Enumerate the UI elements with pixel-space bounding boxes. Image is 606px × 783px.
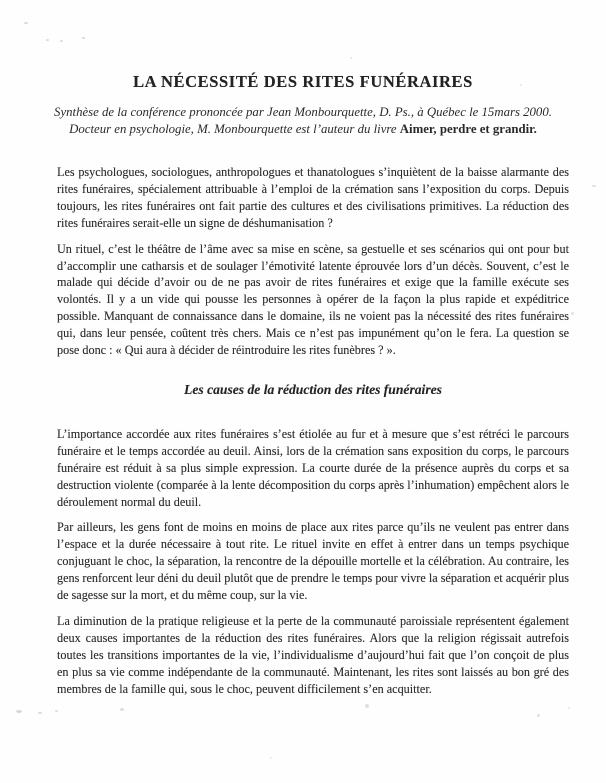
document-body bbox=[57, 164, 569, 706]
scan-speck bbox=[571, 312, 574, 315]
paragraph-intro-1: Les psychologues, sociologues, anthropologues et thanatologues s’inquiètent de la baisse alarmante des rites funéraires, spécialement attribuable à l’emploi de la crémation sans l’exposition du corps. Depuis toujours, les rites funéraires ont fait partie des cultures et des civilisations primitives. La réduction des rites funéraires serait-elle un signe de déshumanisation ? bbox=[57, 165, 569, 230]
scan-speck bbox=[592, 185, 596, 187]
book-title: Aimer, perdre et grandir. bbox=[399, 122, 537, 136]
scan-speck bbox=[520, 84, 522, 86]
section-heading-causes: Les causes de la réduction des rites funéraires bbox=[184, 381, 442, 397]
paragraph-causes-3: La diminution de la pratique religieuse et la perte de la communauté paroissiale représentent également deux causes importantes de la réduction des rites funéraires. Alors que la religion régissait autrefois toutes les transitions importantes de la vie, l’individualisme d’aujourd’hui fait que l’on conçoit de plus en plus sa vie comme indépendante de la communauté. Maintenant, les rites sont laissés au bon gré des membres de la famille qui, sous le choc, peuvent difficilement s’en acquitter. bbox=[57, 613, 569, 696]
scan-speck bbox=[270, 757, 272, 759]
byline-line-1: Synthèse de la conférence prononcée par Jean Monbourquette, D. Ps., à Québec le 15mars 2000. bbox=[54, 105, 552, 119]
scan-speck bbox=[46, 39, 49, 41]
scan-speck bbox=[24, 22, 28, 24]
scan-speck bbox=[16, 710, 22, 713]
scan-speck bbox=[38, 712, 42, 714]
paragraph-causes-1: L’importance accordée aux rites funéraires s’est étiolée au fur et à mesure que s’est rétréci le parcours funéraire et le temps accordée au deuil. Ainsi, lors de la crémation sans exposition du corps, le parcours funéraire est réduit à sa plus simple expression. La courte durée de la présence auprès du corps et sa destruction violente (comparée à la lente décomposition du corps après l’inhumation) empêchent alors le déroulement normal du deuil. bbox=[57, 426, 569, 509]
scan-speck bbox=[120, 708, 124, 711]
scan-speck bbox=[350, 57, 352, 59]
byline bbox=[28, 104, 578, 138]
paragraph-intro-2: Un rituel, c’est le théâtre de l’âme avec sa mise en scène, sa gestuelle et ses scénarios qui ont pour but d’accomplir une catharsis et de soulager l’émotivité latente éprouvée lors d’un décès. Souvent, c’est le malade qui décide d’avoir ou de ne pas avoir de rites funéraires et exige que la famille exécute ses volontés. Il y a un vide qui pousse les personnes à opérer de la façon la plus rapide et expéditrice possible. Manquant de connaissance dans le domaine, ils ne voient pas la nécessité des rites funéraires qui, dans leur pensée, coûtent très chers. Mais ce n’est pas impunément qu’on le fera. La question se pose donc : « Qui aura à décider de réintroduire les rites funèbres ? ». bbox=[57, 241, 569, 358]
scan-speck bbox=[55, 710, 58, 712]
byline-line-2-text: Docteur en psychologie, M. Monbourquette est l’auteur du livre bbox=[69, 122, 397, 136]
paragraph-causes-2: Par ailleurs, les gens font de moins en moins de place aux rites parce qu’ils ne veulent pas entrer dans l’espace et la durée nécessaire à tout rite. Le rituel invite en effet à entrer dans un temps psychique conjuguant le choc, la séparation, la rencontre de la dépouille mortelle et la célébration. Au contraire, les gens renforcent leur déni du deuil plutôt que de prendre le temps pour vivre la séparation et acquérir plus de sagesse sur la mort, et du même coup, sur la vie. bbox=[57, 520, 569, 603]
byline-line-2 bbox=[69, 122, 537, 136]
scan-speck bbox=[568, 707, 570, 709]
document-title: LA NÉCESSITÉ DES RITES FUNÉRAIRES bbox=[133, 72, 473, 91]
scan-speck bbox=[60, 40, 63, 42]
scan-speck bbox=[82, 37, 85, 39]
scan-speck bbox=[537, 714, 540, 717]
scan-speck bbox=[365, 704, 369, 708]
